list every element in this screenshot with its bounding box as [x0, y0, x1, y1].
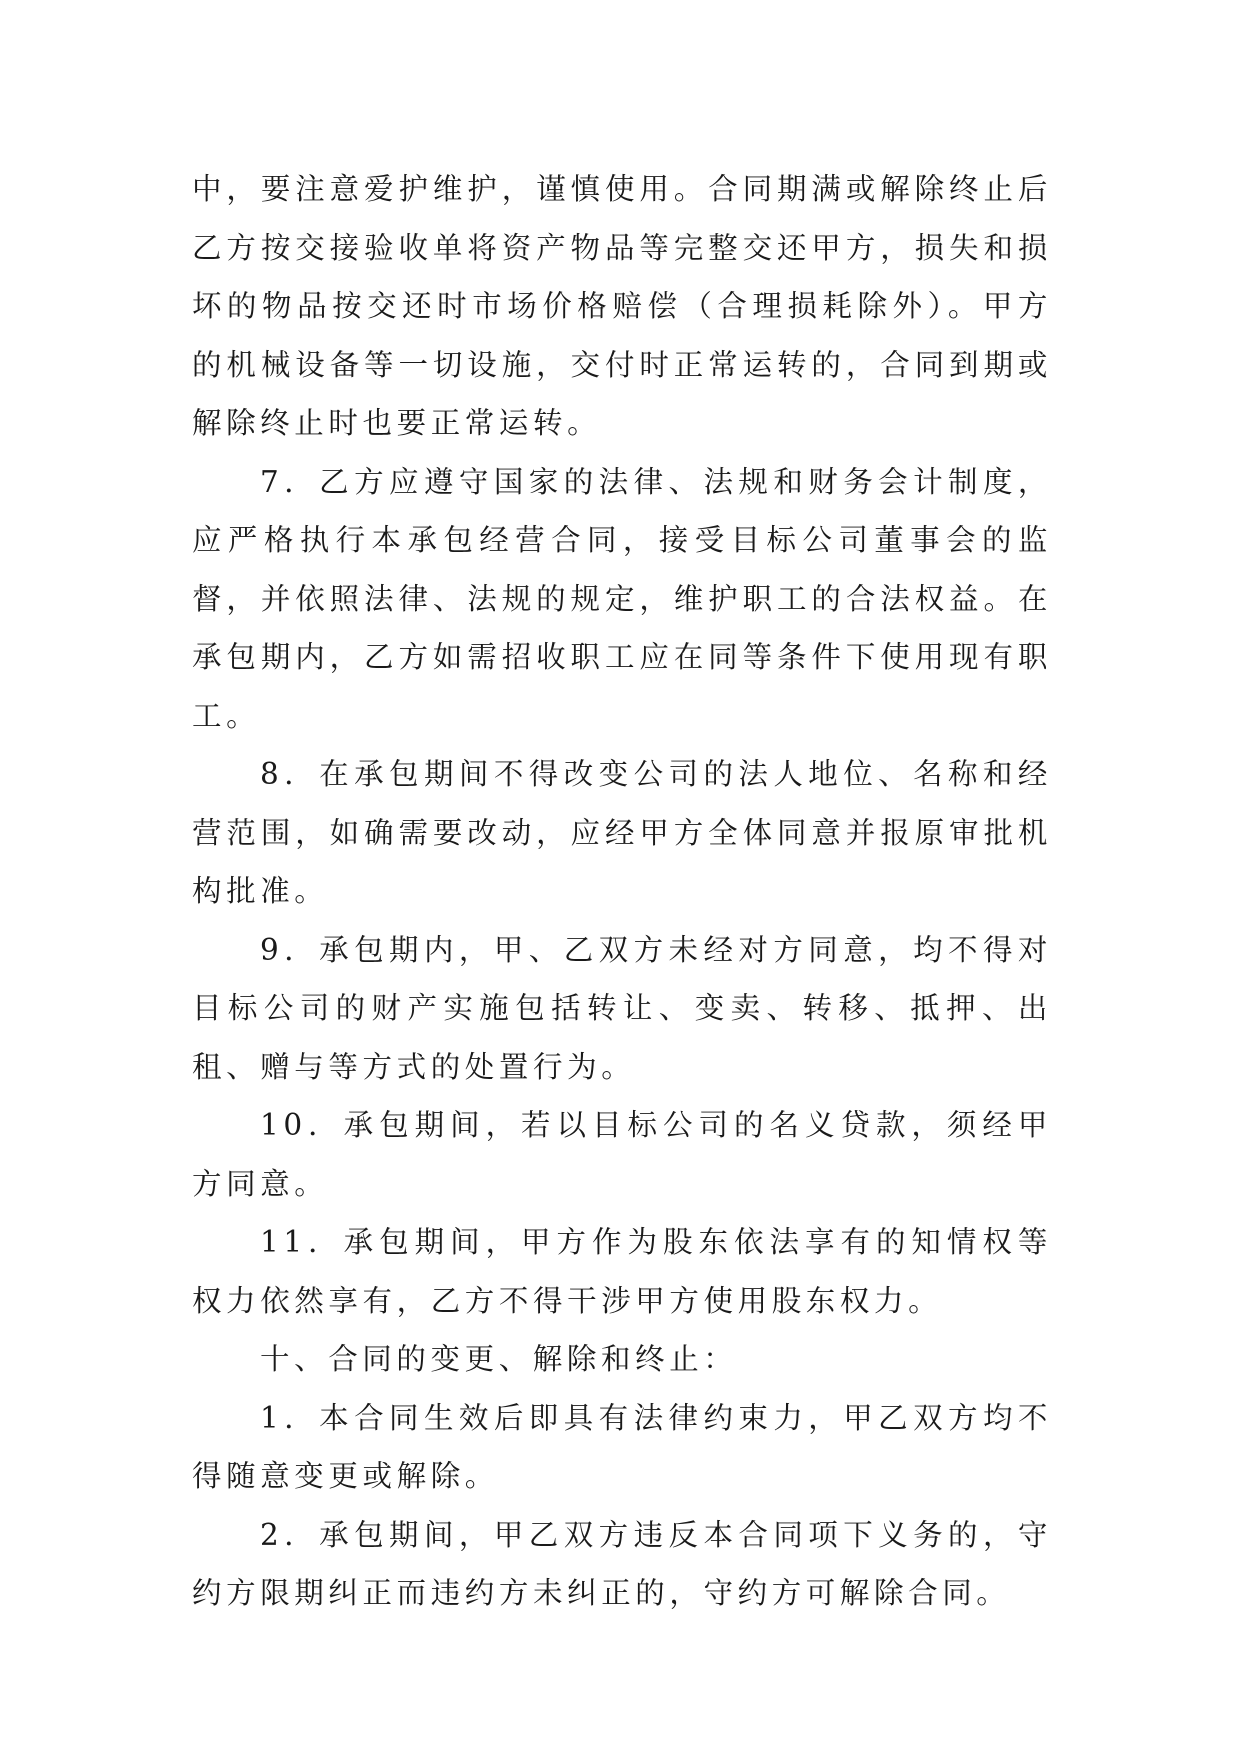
section-heading-10: 十、合同的变更、解除和终止： [260, 1342, 738, 1376]
section-10-clause-1: 1．本合同生效后即具有法律约束力，甲乙双方均不得随意变更或解除。 [192, 1400, 1052, 1493]
clause-9: 9．承包期内，甲、乙双方未经对方同意，均不得对目标公司的财产实施包括转让、变卖、转移、抵押、出租、赠与等方式的处置行为。 [192, 932, 1052, 1084]
clause-10: 10．承包期间，若以目标公司的名义贷款，须经甲方同意。 [192, 1108, 1052, 1201]
paragraph-continuation: 中，要注意爱护维护，谨慎使用。合同期满或解除终止后乙方按交接验收单将资产物品等完整交还甲方，损失和损坏的物品按交还时市场价格赔偿（合理损耗除外）。甲方的机械设备等一切设施，交付时正常运转的，合同到期或解除终止时也要正常运转。 [192, 172, 1052, 440]
clause-11: 11．承包期间，甲方作为股东依法享有的知情权等权力依然享有，乙方不得干涉甲方使用股东权力。 [192, 1225, 1052, 1318]
clause-7: 7．乙方应遵守国家的法律、法规和财务会计制度，应严格执行本承包经营合同，接受目标公司董事会的监督，并依照法律、法规的规定，维护职工的合法权益。在承包期内，乙方如需招收职工应在同等条件下使用现有职工。 [192, 464, 1052, 733]
document-body [192, 160, 1052, 1623]
clause-8: 8．在承包期间不得改变公司的法人地位、名称和经营范围，如确需要改动，应经甲方全体同意并报原审批机构批准。 [192, 757, 1052, 908]
section-10-clause-2: 2．承包期间，甲乙双方违反本合同项下义务的，守约方限期纠正而违约方未纠正的，守约方可解除合同。 [192, 1517, 1052, 1610]
